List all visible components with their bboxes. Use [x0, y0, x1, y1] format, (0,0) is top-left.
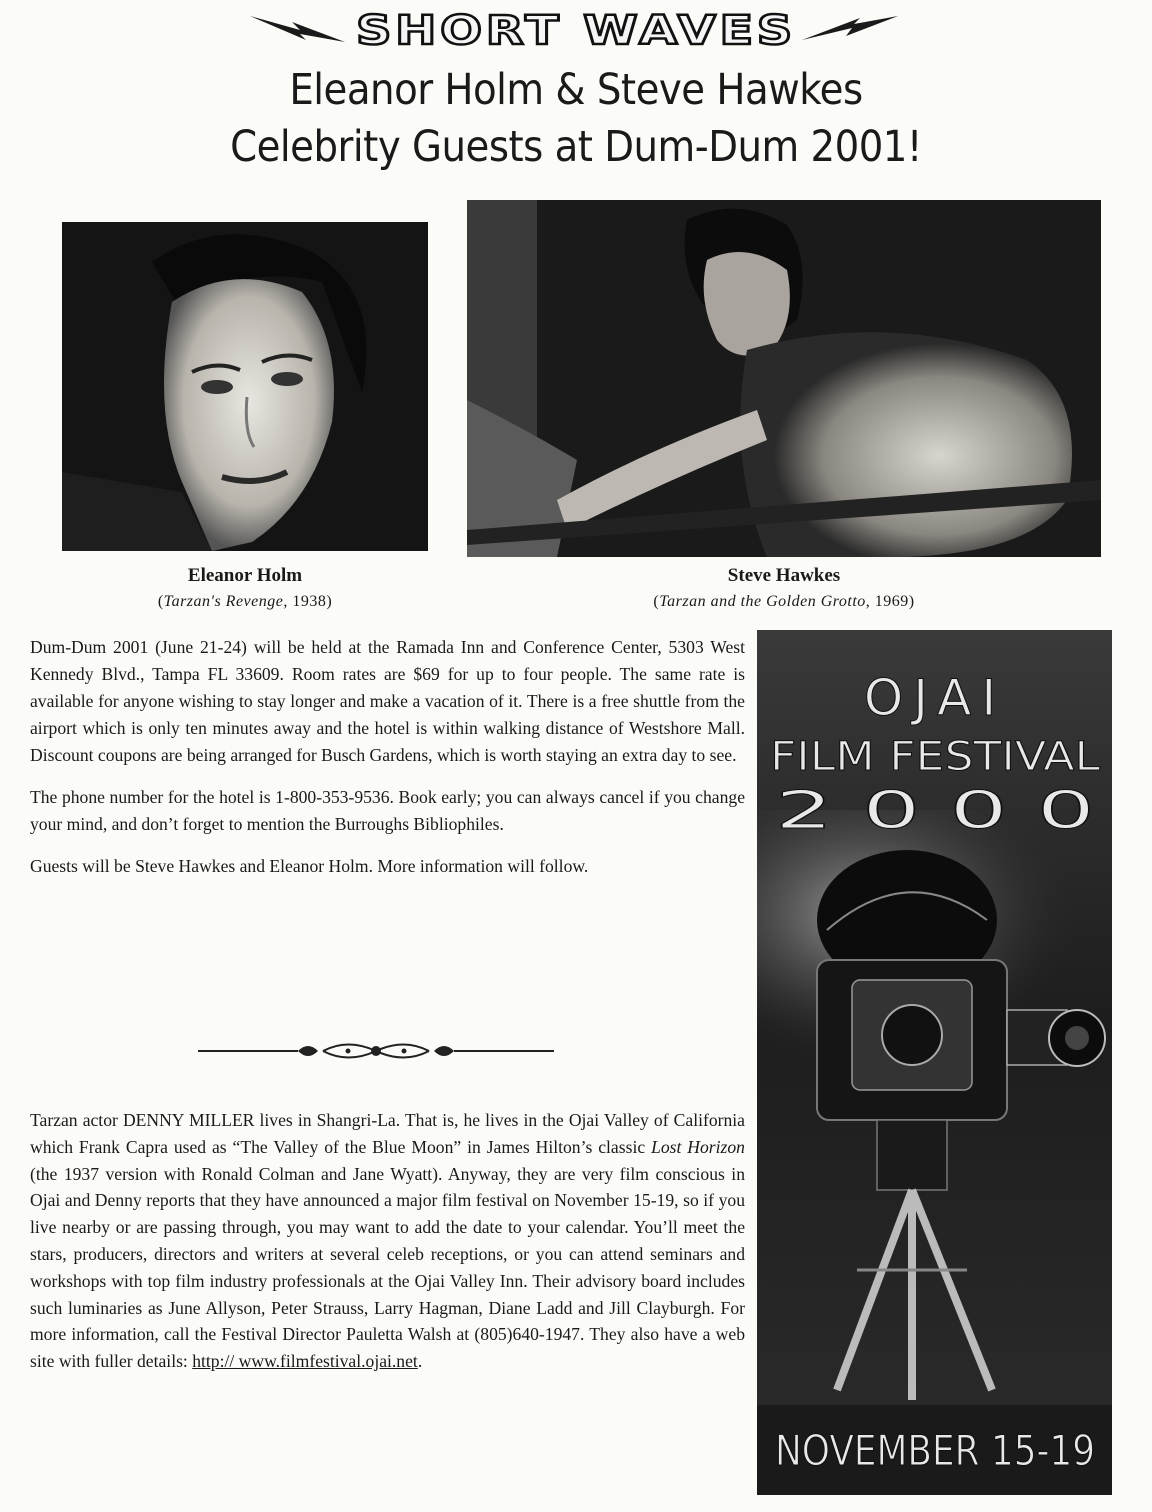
ojai-film-festival-poster	[757, 630, 1112, 1495]
caption-eleanor-holm-film: (Tarzan's Revenge, 1938)	[157, 593, 333, 610]
film-year: 1938	[292, 593, 327, 610]
ornamental-divider	[198, 1036, 554, 1066]
article-paragraph: Dum-Dum 2001 (June 21-24) will be held at the Ramada Inn and Conference Center, 5303 West Kennedy Blvd., Tampa FL 33609. Room rates are $69 for up to four people. The same rate is available for anyone wishing to stay longer and make a vacation of it. There is a free shuttle from the airport which is only ten minutes away and the hotel is within walking distance of Westshore Mall. Discount coupons are being arranged for Busch Gardens, which is worth staying an extra day to see.	[30, 637, 745, 765]
poster-film-festival: FILM FESTIVAL	[770, 734, 1101, 780]
headline-line-2: Celebrity Guests at Dum-Dum 2001!	[230, 122, 922, 172]
article-paragraph: Guests will be Steve Hawkes and Eleanor Holm. More information will follow.	[30, 856, 589, 876]
film-year: 1969	[874, 593, 909, 610]
caption-steve-hawkes: Steve Hawkes	[727, 565, 841, 586]
headline	[0, 62, 1152, 176]
lightning-bolt-left-icon	[250, 16, 345, 42]
denny-miller-article	[30, 1107, 745, 1375]
masthead-title: SHORT WAVES	[356, 8, 796, 54]
article-text: Tarzan actor DENNY MILLER lives in Shangri-La. That is, he lives in the Ojai Valley of California which Frank Capra used as “The Valley of the Blue Moon” in James Hilton’s classic	[30, 1110, 745, 1157]
article-text: .	[417, 1351, 423, 1372]
dum-dum-article	[30, 634, 745, 880]
steve-hawkes-photo	[467, 200, 1101, 557]
eleanor-holm-photo	[62, 222, 428, 551]
film-title: Tarzan's Revenge	[163, 593, 284, 610]
poster-year: 2 0 0 0	[775, 781, 1095, 841]
caption-eleanor-holm: Eleanor Holm	[187, 565, 303, 586]
lightning-bolt-right-icon	[802, 16, 898, 40]
poster-dates: NOVEMBER 15-19	[775, 1426, 1095, 1475]
article-text: (the 1937 version with Ronald Colman and Jane Wyatt). Anyway, they are very film conscious in Ojai and Denny reports that they have announced a major film festival on November 15-19, so if you live nearby or are passing through, you may want to add the date to your calendar. You’ll meet the stars, producers, directors and writers at several celeb receptions, or you can attend seminars and workshops with top film industry professionals at the Ojai Valley Inn. Their advisory board includes such luminaries as June Allyson, Peter Strauss, Larry Hagman, Diane Ladd and Jill Clayburgh. For more information, call the Festival Director Pauletta Walsh at (805)640-1947. They also have a web site with fuller details:	[30, 1163, 745, 1372]
headline-line-1: Eleanor Holm & Steve Hawkes	[289, 65, 863, 115]
film-title: Tarzan and the Golden Grotto	[659, 593, 866, 610]
poster-ojai: OJAI	[863, 669, 1007, 727]
article-paragraph	[30, 1107, 745, 1375]
article-paragraph: The phone number for the hotel is 1-800-353-9536. Book early; you can always cancel if you change your mind, and don’t forget to mention the Burroughs Bibliophiles.	[30, 787, 745, 834]
festival-website-link[interactable]: http:// www.filmfestival.ojai.net	[192, 1351, 418, 1372]
book-title: Lost Horizon	[651, 1136, 745, 1157]
caption-steve-hawkes-film: (Tarzan and the Golden Grotto, 1969)	[653, 593, 915, 610]
masthead	[0, 8, 1152, 54]
